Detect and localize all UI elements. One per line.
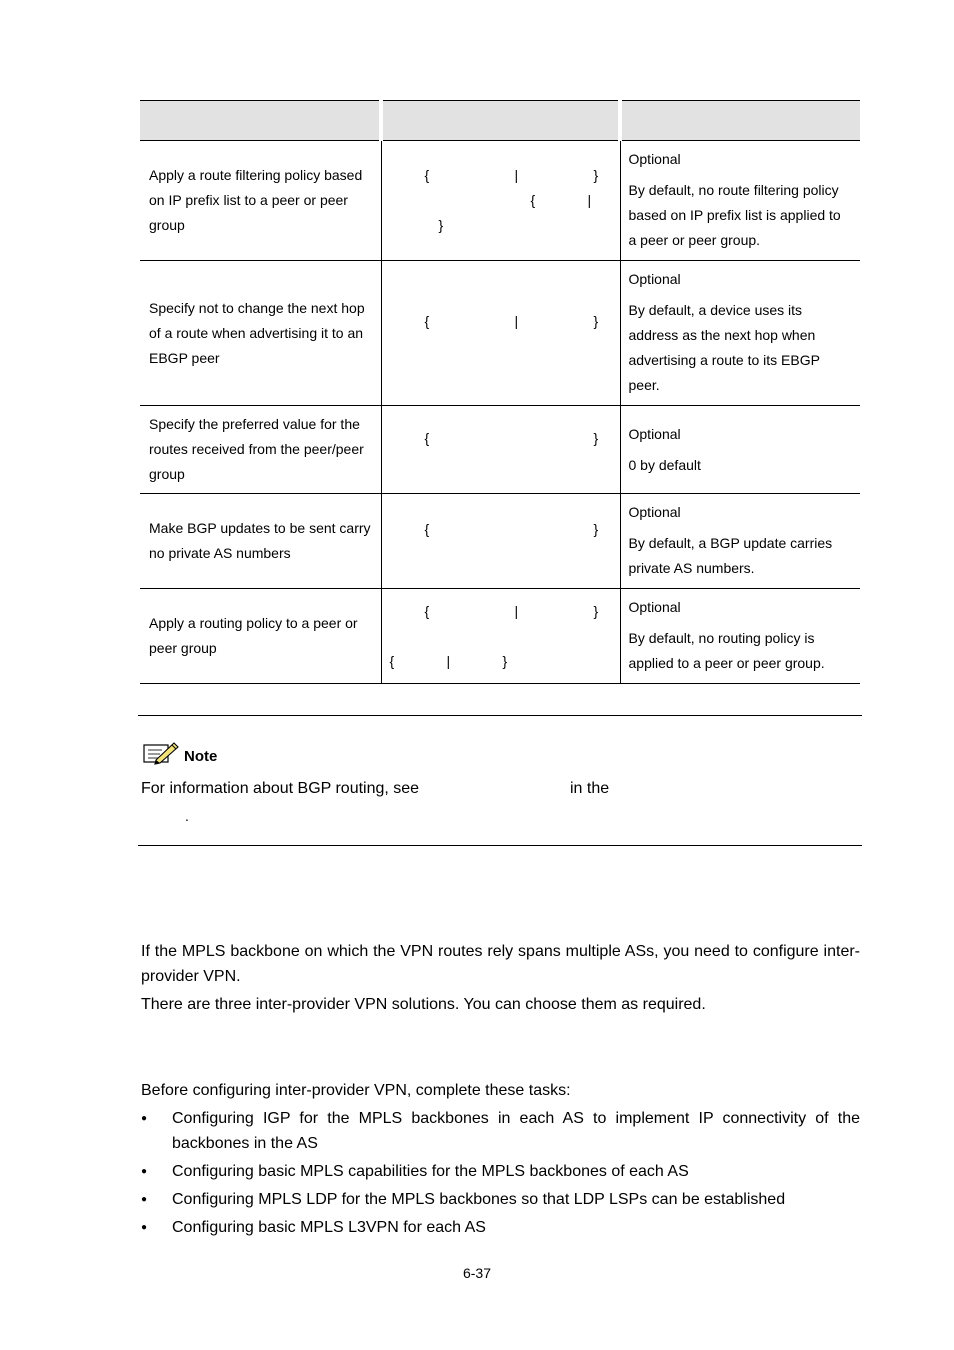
remarks-cell xyxy=(620,494,860,589)
remarks-optional: Optional xyxy=(628,599,681,615)
header-operation xyxy=(140,101,381,141)
command-symbol: } xyxy=(593,603,599,619)
remarks-cell xyxy=(620,261,860,406)
command-symbol: | xyxy=(514,603,519,619)
command-symbol: } xyxy=(593,167,599,183)
note-pencil-icon xyxy=(142,740,180,766)
prerequisite-task-list xyxy=(141,1106,860,1243)
table-row xyxy=(140,261,860,406)
note-text-before: For information about BGP routing, see xyxy=(141,780,420,797)
command-symbol: } xyxy=(593,430,599,446)
task-text: Configuring basic MPLS L3VPN for each AS xyxy=(172,1219,486,1236)
command-symbol: { xyxy=(530,192,536,208)
command-table xyxy=(140,100,860,684)
operation-cell: Make BGP updates to be sent carry no private AS numbers xyxy=(140,494,381,589)
command-symbol: { xyxy=(424,313,430,329)
header-remarks xyxy=(620,101,860,141)
command-symbol: | xyxy=(514,167,519,183)
remarks-optional: Optional xyxy=(628,504,681,520)
remarks-default: By default, a BGP update carries private AS numbers. xyxy=(628,535,833,576)
intro-paragraph: If the MPLS backbone on which the VPN routes rely spans multiple ASs, you need to configure inter-provider VPN. xyxy=(141,943,860,985)
command-symbol: { xyxy=(389,653,395,669)
task-text: Configuring IGP for the MPLS backbones in each AS to implement IP connectivity of the backbones in the AS xyxy=(172,1110,860,1152)
note-box xyxy=(138,715,862,846)
command-cell xyxy=(381,589,620,684)
list-item xyxy=(141,1159,860,1184)
remarks-cell xyxy=(620,406,860,494)
command-cell xyxy=(381,494,620,589)
list-item xyxy=(141,1187,860,1212)
table-row xyxy=(140,406,860,494)
command-symbol: } xyxy=(593,521,599,537)
command-cell xyxy=(381,261,620,406)
header-command xyxy=(381,101,620,141)
remarks-cell xyxy=(620,589,860,684)
operation-cell: Apply a route filtering policy based on IP prefix list to a peer or peer group xyxy=(140,141,381,261)
command-symbol: } xyxy=(502,653,508,669)
remarks-default: By default, no route filtering policy based on IP prefix list is applied to a peer or peer group. xyxy=(628,182,841,248)
solutions-paragraph: There are three inter-provider VPN solutions. You can choose them as required. xyxy=(141,996,706,1013)
command-symbol: { xyxy=(424,603,430,619)
command-symbol: | xyxy=(587,192,592,208)
operation-cell: Specify the preferred value for the routes received from the peer/peer group xyxy=(140,406,381,494)
command-symbol: | xyxy=(514,313,519,329)
table-row xyxy=(140,589,860,684)
remarks-default: 0 by default xyxy=(628,457,701,473)
note-text xyxy=(141,780,609,798)
note-text-middle: in the xyxy=(569,780,610,797)
table-row xyxy=(140,494,860,589)
bullet-icon: ● xyxy=(141,1113,148,1124)
remarks-optional: Optional xyxy=(628,426,681,442)
operation-cell: Apply a routing policy to a peer or peer group xyxy=(140,589,381,684)
note-header xyxy=(142,738,217,766)
remarks-cell xyxy=(620,141,860,261)
task-text: Configuring basic MPLS capabilities for the MPLS backbones of each AS xyxy=(172,1163,689,1180)
command-cell xyxy=(381,141,620,261)
bullet-icon: ● xyxy=(141,1222,148,1233)
remarks-optional: Optional xyxy=(628,151,681,167)
prerequisites-intro: Before configuring inter-provider VPN, complete these tasks: xyxy=(141,1082,571,1099)
remarks-default: By default, a device uses its address as the next hop when advertising a route to its EBGP peer. xyxy=(628,302,820,393)
command-symbol: { xyxy=(424,167,430,183)
bullet-icon: ● xyxy=(141,1194,148,1205)
table-row xyxy=(140,141,860,261)
list-item xyxy=(141,1215,860,1240)
command-symbol: } xyxy=(593,313,599,329)
command-symbol: { xyxy=(424,521,430,537)
note-trailing-period: . xyxy=(185,808,189,824)
operation-cell: Specify not to change the next hop of a route when advertising it to an EBGP peer xyxy=(140,261,381,406)
remarks-default: By default, no routing policy is applied to a peer or peer group. xyxy=(628,630,825,671)
list-item xyxy=(141,1106,860,1156)
note-title: Note xyxy=(184,748,218,765)
command-symbol: } xyxy=(438,217,444,233)
remarks-optional: Optional xyxy=(628,271,681,287)
task-text: Configuring MPLS LDP for the MPLS backbones so that LDP LSPs can be established xyxy=(172,1191,786,1208)
page-number: 6-37 xyxy=(462,1265,492,1281)
command-symbol: { xyxy=(424,430,430,446)
command-cell xyxy=(381,406,620,494)
table-header-row xyxy=(140,101,860,141)
command-symbol: | xyxy=(446,653,451,669)
bullet-icon: ● xyxy=(141,1166,148,1177)
